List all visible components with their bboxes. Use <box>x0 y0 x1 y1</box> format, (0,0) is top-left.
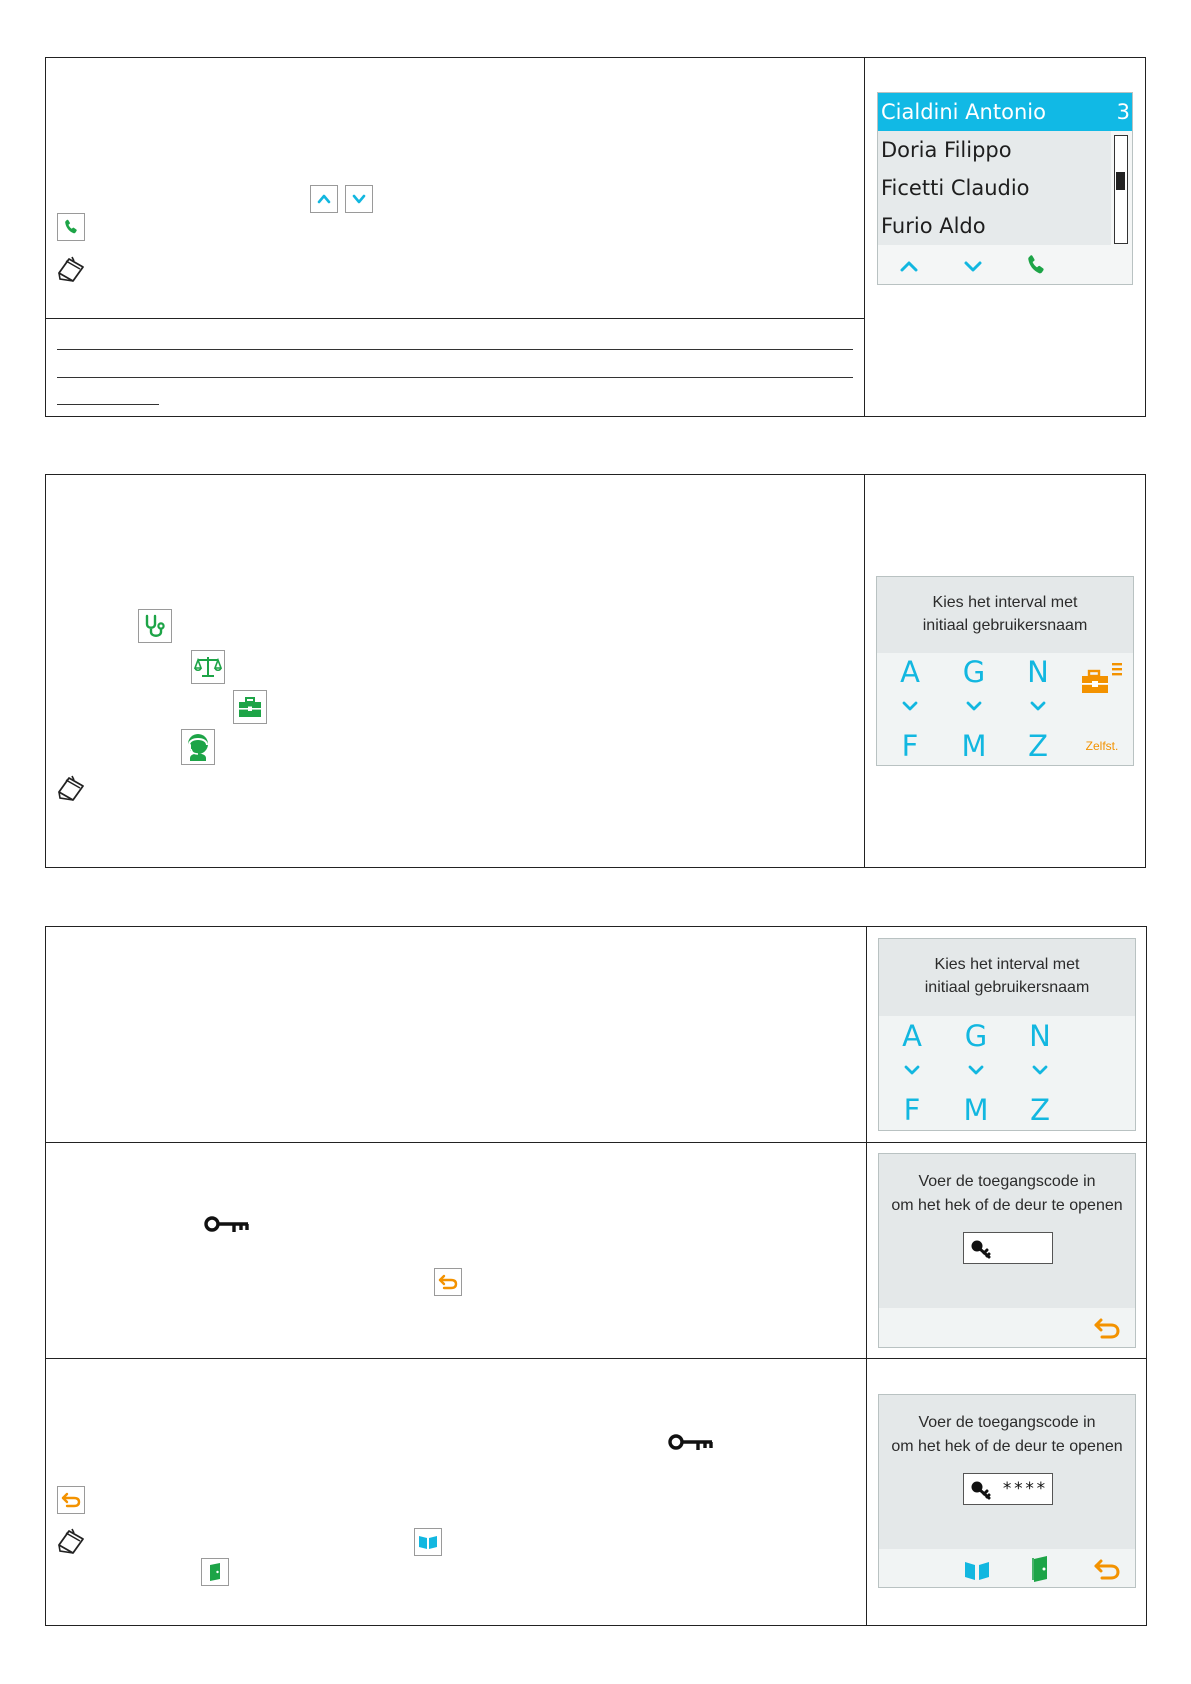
scrollbar-track[interactable] <box>1114 135 1128 244</box>
range-to: F <box>903 1093 921 1127</box>
row-divider-1 <box>45 1142 1147 1143</box>
note-line-3 <box>57 404 159 405</box>
door-open-button-icon <box>201 1558 229 1586</box>
chevron-down-icon <box>965 699 983 713</box>
interval-select-screen <box>878 938 1136 1131</box>
prompt-line-2: initiaal gebruikersnaam <box>924 979 1090 996</box>
range-from: G <box>964 1019 988 1053</box>
phonebook-list-screen <box>877 92 1133 285</box>
contact-name: Furio Aldo <box>881 214 986 238</box>
key-icon <box>970 1480 992 1500</box>
chevron-down-icon <box>903 1063 921 1077</box>
gate-open-button-icon <box>414 1528 442 1556</box>
prompt-header <box>877 577 1133 653</box>
prompt-panel <box>879 1395 1135 1549</box>
back-icon[interactable] <box>1093 1317 1121 1341</box>
interval-select-screen <box>876 576 1134 766</box>
business-briefcase-icon <box>233 690 267 724</box>
access-code-screen <box>878 1394 1136 1588</box>
down-arrow-button-icon <box>345 185 373 213</box>
prompt-line-2: om het hek of de deur te openen <box>891 1197 1123 1214</box>
range-a-f[interactable] <box>893 655 927 765</box>
contact-index: 3 <box>1116 100 1130 124</box>
contact-name: Ficetti Claudio <box>881 176 1030 200</box>
access-code-field[interactable] <box>963 1232 1053 1264</box>
range-from: N <box>1029 1019 1051 1053</box>
back-button-icon <box>434 1268 462 1296</box>
prompt-line-2: om het hek of de deur te openen <box>891 1438 1123 1455</box>
list-row[interactable] <box>878 169 1111 207</box>
lawyer-scales-icon <box>191 650 225 684</box>
range-from: G <box>962 655 986 689</box>
call-icon[interactable] <box>1024 253 1048 277</box>
chevron-down-icon <box>1031 1063 1049 1077</box>
prompt-line-1: Kies het interval met <box>934 956 1080 973</box>
scrollbar-thumb[interactable] <box>1116 172 1125 190</box>
section-1-divider <box>864 57 865 417</box>
prompt-line-1: Voer de toegangscode in <box>918 1414 1096 1431</box>
back-icon[interactable] <box>1093 1558 1121 1582</box>
note-icon <box>56 1527 86 1555</box>
chevron-down-icon <box>967 1063 985 1077</box>
section-3-divider <box>866 926 867 1626</box>
note-line-1 <box>57 349 853 350</box>
chevron-down-icon <box>901 699 919 713</box>
access-code-field[interactable] <box>963 1473 1053 1505</box>
range-to: F <box>901 729 919 763</box>
contact-name: Cialdini Antonio <box>881 100 1046 124</box>
prompt-line-1: Kies het interval met <box>932 594 1078 611</box>
range-to: Z <box>1028 729 1048 763</box>
up-arrow-icon[interactable] <box>898 257 920 275</box>
section-2-divider <box>864 474 865 868</box>
briefcase-list-icon <box>1081 661 1123 695</box>
prompt-line-2: initiaal gebruikersnaam <box>922 617 1088 634</box>
range-n-z[interactable] <box>1023 1019 1057 1129</box>
chevron-down-icon <box>1029 699 1047 713</box>
down-arrow-icon[interactable] <box>962 257 984 275</box>
section-1-note-divider <box>45 318 865 319</box>
prompt-panel <box>879 1154 1135 1308</box>
note-icon <box>56 255 86 283</box>
row-divider-2 <box>45 1358 1147 1359</box>
range-n-z[interactable] <box>1021 655 1055 765</box>
range-g-m[interactable] <box>957 655 991 765</box>
concierge-headset-icon <box>181 729 215 765</box>
access-code-screen <box>878 1153 1136 1348</box>
list-row[interactable] <box>878 207 1111 245</box>
self-employed-button[interactable] <box>1073 659 1131 763</box>
gate-open-icon[interactable] <box>963 1559 991 1581</box>
doctor-stethoscope-icon <box>138 609 172 643</box>
range-a-f[interactable] <box>895 1019 929 1129</box>
range-from: A <box>902 1019 922 1053</box>
list-row-selected[interactable] <box>878 93 1133 131</box>
door-open-icon[interactable] <box>1032 1556 1050 1582</box>
range-to: M <box>963 1093 989 1127</box>
key-icon <box>668 1432 714 1454</box>
self-employed-label: Zelfst. <box>1085 739 1119 753</box>
key-icon <box>204 1214 250 1236</box>
note-line-2 <box>57 377 853 378</box>
call-button-icon <box>57 213 85 241</box>
range-from: A <box>900 655 920 689</box>
prompt-header <box>879 939 1135 1016</box>
range-g-m[interactable] <box>959 1019 993 1129</box>
up-arrow-button-icon <box>310 185 338 213</box>
prompt-line-1: Voer de toegangscode in <box>918 1173 1096 1190</box>
back-button-icon <box>57 1486 85 1514</box>
contact-name: Doria Filippo <box>881 138 1012 162</box>
access-code-value: **** <box>1002 1479 1047 1499</box>
note-icon <box>56 774 86 802</box>
list-row[interactable] <box>878 131 1111 169</box>
range-to: Z <box>1030 1093 1050 1127</box>
range-from: N <box>1027 655 1049 689</box>
key-icon <box>970 1239 992 1259</box>
range-to: M <box>961 729 987 763</box>
